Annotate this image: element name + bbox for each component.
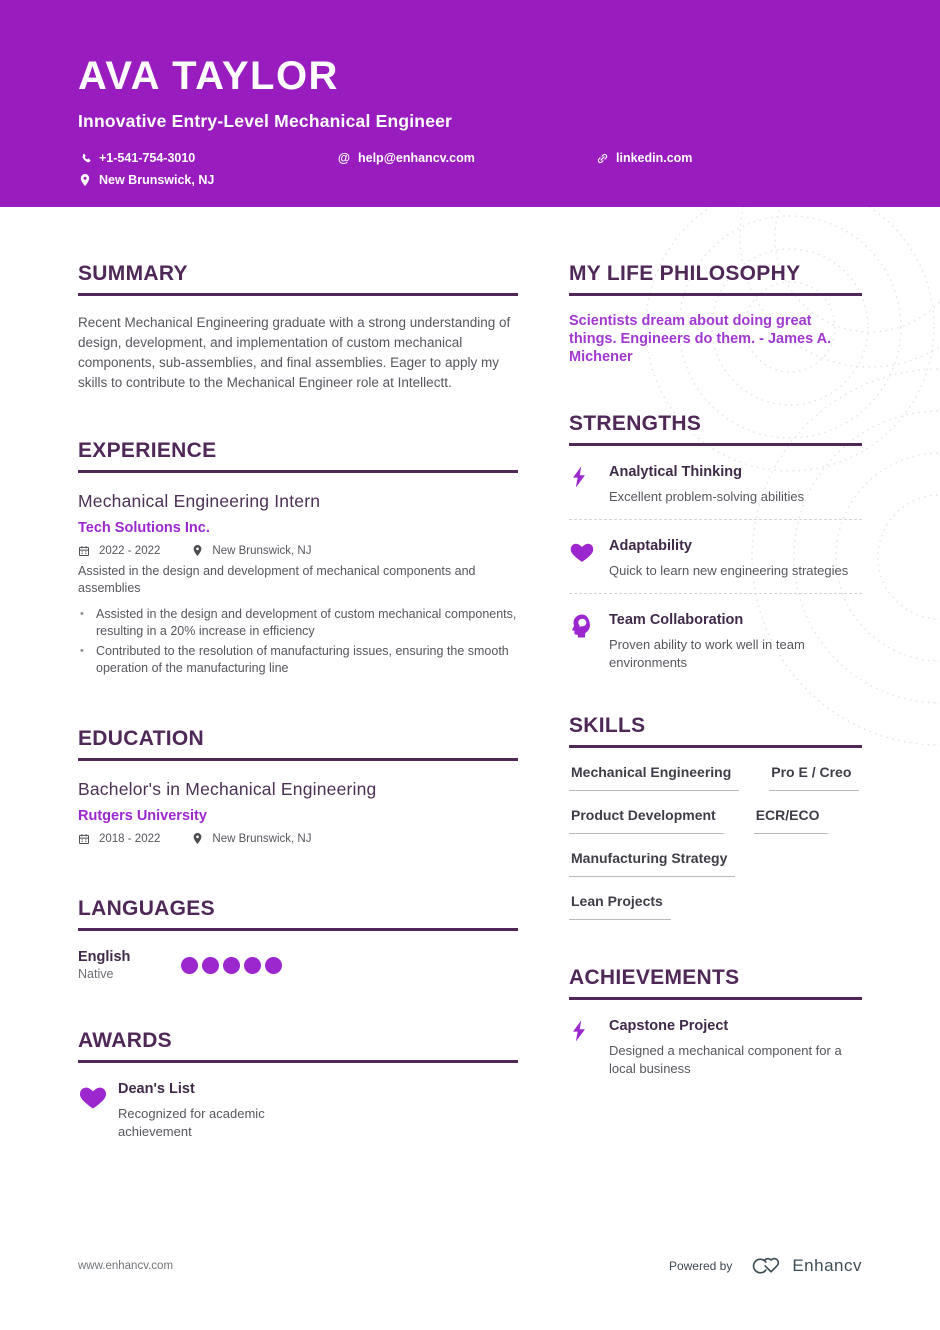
content xyxy=(0,207,940,1141)
location-pin-icon xyxy=(192,544,203,557)
section-strengths xyxy=(569,412,862,672)
proficiency-dot xyxy=(244,957,261,974)
strength-title: Adaptability xyxy=(609,538,692,554)
job-description: Assisted in the design and development of mechanical components and assemblies xyxy=(78,564,476,595)
education-location: New Brunswick, NJ xyxy=(212,832,312,845)
phone-number[interactable]: +1-541-754-3010 xyxy=(99,151,196,165)
philosophy-heading: MY LIFE PHILOSOPHY xyxy=(569,262,862,296)
calendar-icon xyxy=(78,545,90,557)
linkedin-url[interactable]: linkedin.com xyxy=(616,151,693,165)
skill-tag: Manufacturing Strategy xyxy=(569,850,735,877)
footer xyxy=(78,1254,862,1278)
dashed-divider xyxy=(569,593,862,594)
language-name: English xyxy=(78,949,131,965)
proficiency-dot xyxy=(265,957,282,974)
achievement-title: Capstone Project xyxy=(609,1018,729,1034)
section-education xyxy=(78,727,518,845)
powered-by-label: Powered by xyxy=(668,1259,733,1273)
languages-heading: LANGUAGES xyxy=(78,897,518,931)
strength-item xyxy=(569,464,862,506)
enhancv-logo-icon xyxy=(746,1254,784,1278)
skill-tag: Mechanical Engineering xyxy=(569,764,739,791)
section-languages xyxy=(78,897,518,981)
location-pin-icon xyxy=(78,173,92,187)
heart-icon xyxy=(78,1081,118,1141)
experience-entry xyxy=(78,491,518,677)
award-description: Recognized for academic achievement xyxy=(118,1106,265,1139)
phone-icon xyxy=(78,152,92,165)
contact-email xyxy=(337,147,595,169)
left-column xyxy=(78,262,518,1141)
skill-tag: ECR/ECO xyxy=(754,807,828,834)
proficiency-dot xyxy=(223,957,240,974)
job-bullet-list xyxy=(78,606,518,677)
achievements-heading: ACHIEVEMENTS xyxy=(569,966,862,1000)
section-achievements xyxy=(569,966,862,1078)
strength-title: Analytical Thinking xyxy=(609,464,742,480)
powered-by-block[interactable] xyxy=(669,1254,862,1278)
location-text: New Brunswick, NJ xyxy=(99,173,215,187)
lightning-icon xyxy=(569,1018,609,1078)
strength-description: Excellent problem-solving abilities xyxy=(609,489,805,504)
job-location: New Brunswick, NJ xyxy=(212,544,312,557)
proficiency-dot xyxy=(202,957,219,974)
contact-phone xyxy=(78,147,337,169)
achievement-item xyxy=(569,1018,862,1078)
skill-tag: Pro E / Creo xyxy=(769,764,859,791)
language-item xyxy=(78,949,518,981)
page-title: AVA TAYLOR xyxy=(78,54,339,98)
summary-heading: SUMMARY xyxy=(78,262,518,296)
location-pin-icon xyxy=(192,832,203,845)
job-dates: 2022 - 2022 xyxy=(99,544,161,557)
section-awards xyxy=(78,1029,518,1141)
job-headline: Innovative Entry-Level Mechanical Engineer xyxy=(78,111,453,131)
email-address[interactable]: help@enhancv.com xyxy=(358,151,475,165)
experience-heading: EXPERIENCE xyxy=(78,439,518,473)
strength-item xyxy=(569,612,862,672)
head-icon xyxy=(569,612,609,672)
header xyxy=(0,0,940,207)
calendar-icon xyxy=(78,833,90,845)
section-experience xyxy=(78,439,518,677)
strengths-heading: STRENGTHS xyxy=(569,412,862,446)
company-name[interactable]: Tech Solutions Inc. xyxy=(78,520,210,536)
job-meta xyxy=(78,544,518,557)
education-entry xyxy=(78,779,518,845)
school-name[interactable]: Rutgers University xyxy=(78,808,207,824)
contact-location xyxy=(78,169,862,191)
education-heading: EDUCATION xyxy=(78,727,518,761)
footer-site-url[interactable]: www.enhancv.com xyxy=(78,1260,174,1272)
section-philosophy xyxy=(569,262,862,366)
award-item xyxy=(78,1081,518,1141)
philosophy-quote: Scientists dream about doing great things. Engineers do them. - James A. Michener xyxy=(569,313,832,365)
dashed-divider xyxy=(569,519,862,520)
lightning-icon xyxy=(569,464,609,506)
bullet-item: • Assisted in the design and development of custom mechanical components, resulting in a 20% increase in efficiency xyxy=(78,606,518,640)
achievement-description: Designed a mechanical component for a local business xyxy=(609,1043,842,1076)
awards-heading: AWARDS xyxy=(78,1029,518,1063)
link-icon xyxy=(595,152,609,165)
contact-link xyxy=(595,147,692,169)
proficiency-dot xyxy=(181,957,198,974)
at-icon: @ xyxy=(337,151,351,165)
education-meta xyxy=(78,832,518,845)
summary-text: Recent Mechanical Engineering graduate with a strong understanding of design, development, and implementation of custom mechanical components, sub-assemblies, and final assemblies. Eager to apply my skills to contribute to the Mechanical Engineer role at Intellectt. xyxy=(78,315,511,390)
strength-title: Team Collaboration xyxy=(609,612,744,628)
skills-list xyxy=(569,764,862,920)
strength-description: Quick to learn new engineering strategies xyxy=(609,563,849,578)
right-column xyxy=(569,262,862,1141)
skills-heading: SKILLS xyxy=(569,714,862,748)
contact-bar xyxy=(78,147,862,191)
skill-tag: Product Development xyxy=(569,807,724,834)
section-summary xyxy=(78,262,518,393)
language-level: Native xyxy=(78,967,114,981)
section-skills xyxy=(569,714,862,920)
job-title: Mechanical Engineering Intern xyxy=(78,491,321,511)
brand-name: Enhancv xyxy=(792,1256,862,1275)
education-dates: 2018 - 2022 xyxy=(99,832,161,845)
degree-title: Bachelor's in Mechanical Engineering xyxy=(78,779,377,799)
bullet-item: • Contributed to the resolution of manufacturing issues, ensuring the smooth operation of the manufacturing line xyxy=(78,643,518,677)
heart-icon xyxy=(569,538,609,580)
language-proficiency-dots xyxy=(181,957,282,974)
strength-item xyxy=(569,538,862,580)
strength-description: Proven ability to work well in team environments xyxy=(609,637,805,670)
skill-tag: Lean Projects xyxy=(569,893,671,920)
award-title: Dean's List xyxy=(118,1081,195,1097)
